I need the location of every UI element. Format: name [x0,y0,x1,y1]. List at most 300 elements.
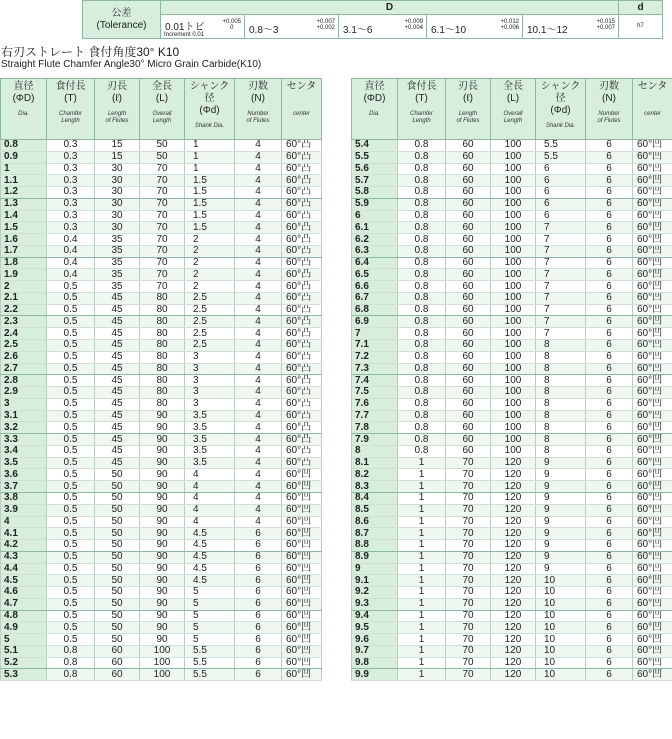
table-cell: 80 [140,363,185,375]
column-header-jp: シャンク径 (Φd) [189,81,230,116]
table-cell: 6 [536,163,586,175]
table-row [1,422,322,434]
diameter-cell: 3.4 [1,445,47,457]
table-cell: 0.8 [398,210,446,222]
table-cell: 90 [140,587,185,599]
table-cell: 50 [95,598,140,610]
diameter-cell: 1 [1,163,47,175]
table-cell: 60 [446,375,491,387]
column-header-en: Dia. [18,111,29,117]
table-cell: 60 [95,657,140,669]
table-cell: 5.5 [536,140,586,152]
table-row [352,457,672,469]
table-cell: 60°凹 [633,363,672,375]
table-cell: 60°凹 [282,645,322,657]
table-cell: 70 [446,469,491,481]
table-row [352,328,672,340]
table-cell: 8 [536,398,586,410]
diameter-cell: 2.3 [1,316,47,328]
column-header-en: Length of Flutes [456,111,480,124]
d-header: D [161,1,619,15]
column-header [185,79,235,140]
table-cell: 0.4 [47,234,95,246]
column-header-jp: 刃数 (N) [248,81,268,104]
table-cell: 7 [536,222,586,234]
table-row [1,481,322,493]
table-cell: 60°凹 [633,645,672,657]
table-cell: 1 [398,645,446,657]
diameter-cell: 9.9 [352,669,398,681]
table-cell: 1 [398,528,446,540]
table-cell: 60 [95,669,140,681]
table-cell: 4 [235,492,282,504]
table-cell: 60°凸 [282,210,322,222]
table-cell: 60°凹 [633,328,672,340]
table-cell: 50 [95,516,140,528]
table-cell: 80 [140,316,185,328]
table-cell: 60°凹 [633,340,672,352]
table-cell: 4 [235,257,282,269]
table-row [352,151,672,163]
table-cell: 60 [446,410,491,422]
table-row [1,575,322,587]
diameter-cell: 9.4 [352,610,398,622]
table-cell: 6 [235,575,282,587]
diameter-cell: 2.8 [1,375,47,387]
table-cell: 10 [536,669,586,681]
diameter-cell: 7.6 [352,398,398,410]
diameter-cell: 5.2 [1,657,47,669]
table-cell: 0.5 [47,398,95,410]
table-cell: 60°凹 [633,492,672,504]
table-cell: 60°凹 [282,528,322,540]
diameter-cell: 5.7 [352,175,398,187]
table-cell: 0.5 [47,610,95,622]
diameter-cell: 4 [1,516,47,528]
table-cell: 1 [398,551,446,563]
diameter-cell: 8.7 [352,528,398,540]
table-cell: 70 [140,234,185,246]
table-cell: 70 [140,198,185,210]
table-cell: 100 [491,281,536,293]
table-cell: 100 [491,375,536,387]
tol-range: 3.1～6 [343,25,373,36]
table-cell: 60 [446,387,491,399]
diameter-cell: 7.3 [352,363,398,375]
table-cell: 1 [398,575,446,587]
table-cell: 0.3 [47,210,95,222]
table-cell: 50 [95,481,140,493]
column-header [140,79,185,140]
table-cell: 60 [446,351,491,363]
table-cell: 0.3 [47,222,95,234]
table-cell: 8 [536,445,586,457]
h7-cell: h7 [619,15,663,39]
table-cell: 6 [586,598,633,610]
table-cell: 0.8 [398,187,446,199]
table-cell: 45 [95,340,140,352]
table-cell: 60°凹 [633,398,672,410]
table-cell: 6 [586,575,633,587]
table-cell: 35 [95,234,140,246]
table-cell: 70 [446,563,491,575]
table-cell: 6 [586,410,633,422]
diameter-cell: 6.7 [352,292,398,304]
table-cell: 8 [536,434,586,446]
table-cell: 6 [586,304,633,316]
table-row [352,492,672,504]
diameter-cell: 4.1 [1,528,47,540]
table-cell: 0.5 [47,445,95,457]
diameter-cell: 2.4 [1,328,47,340]
table-row [352,575,672,587]
table-cell: 5 [185,622,235,634]
table-cell: 4 [185,516,235,528]
diameter-cell: 3.9 [1,504,47,516]
table-cell: 120 [491,492,536,504]
table-cell: 0.5 [47,469,95,481]
column-header [633,79,672,140]
table-cell: 60°凹 [633,140,672,152]
diameter-cell: 7.7 [352,410,398,422]
table-cell: 6 [586,657,633,669]
table-cell: 100 [491,269,536,281]
table-row [1,492,322,504]
table-cell: 50 [95,575,140,587]
table-row [1,281,322,293]
table-cell: 60°凸 [282,351,322,363]
table-cell: 120 [491,469,536,481]
table-row [1,151,322,163]
table-cell: 70 [140,175,185,187]
table-row [352,292,672,304]
table-cell: 0.5 [47,481,95,493]
table-cell: 9 [536,457,586,469]
column-header [446,79,491,140]
tol-range: 0.8～3 [249,25,279,36]
diameter-cell: 4.8 [1,610,47,622]
table-cell: 0.5 [47,304,95,316]
table-cell: 60°凹 [633,622,672,634]
table-cell: 9 [536,469,586,481]
diameter-cell: 6 [352,210,398,222]
table-cell: 60°凹 [282,575,322,587]
table-cell: 60 [446,234,491,246]
table-cell: 120 [491,598,536,610]
table-cell: 6 [586,245,633,257]
table-row [1,634,322,646]
table-cell: 60 [446,222,491,234]
table-cell: 9 [536,516,586,528]
table-cell: 1.5 [185,210,235,222]
table-cell: 0.5 [47,457,95,469]
table-cell: 120 [491,504,536,516]
table-cell: 45 [95,410,140,422]
table-cell: 1 [398,598,446,610]
table-cell: 0.8 [398,151,446,163]
table-cell: 30 [95,187,140,199]
table-row [352,351,672,363]
diameter-cell: 9.6 [352,634,398,646]
table-cell: 50 [95,551,140,563]
diameter-cell: 7.4 [352,375,398,387]
table-cell: 4 [235,469,282,481]
table-cell: 90 [140,551,185,563]
table-cell: 0.5 [47,422,95,434]
table-cell: 1 [398,516,446,528]
diameter-cell: 6.1 [352,222,398,234]
table-cell: 0.8 [398,257,446,269]
table-cell: 3.5 [185,445,235,457]
table-cell: 4 [235,328,282,340]
diameter-cell: 6.2 [352,234,398,246]
table-cell: 0.8 [398,398,446,410]
table-cell: 0.5 [47,434,95,446]
table-cell: 60°凹 [282,469,322,481]
table-cell: 30 [95,175,140,187]
diameter-cell: 2.9 [1,387,47,399]
column-header [352,79,398,140]
table-cell: 6 [235,551,282,563]
table-cell: 8 [536,340,586,352]
table-cell: 60°凹 [282,598,322,610]
table-cell: 6 [586,610,633,622]
table-cell: 100 [491,398,536,410]
table-cell: 0.5 [47,351,95,363]
table-cell: 60°凹 [633,445,672,457]
table-row [1,528,322,540]
table-row [352,645,672,657]
table-row [352,304,672,316]
table-cell: 5 [185,598,235,610]
table-cell: 0.8 [47,657,95,669]
table-cell: 6 [235,610,282,622]
table-cell: 4 [185,469,235,481]
table-row [1,610,322,622]
table-cell: 10 [536,587,586,599]
table-cell: 70 [140,245,185,257]
table-cell: 90 [140,410,185,422]
table-row [1,163,322,175]
diameter-cell: 4.4 [1,563,47,575]
table-cell: 80 [140,328,185,340]
table-row [352,634,672,646]
table-cell: 90 [140,469,185,481]
table-cell: 7 [536,304,586,316]
diameter-cell: 1.6 [1,234,47,246]
table-cell: 45 [95,457,140,469]
table-cell: 1 [398,492,446,504]
table-cell: 100 [491,222,536,234]
table-row [1,645,322,657]
diameter-cell: 1.2 [1,187,47,199]
table-cell: 60°凹 [633,175,672,187]
table-row [352,563,672,575]
table-row [352,187,672,199]
table-cell: 6 [586,645,633,657]
column-header [491,79,536,140]
table-cell: 4 [235,234,282,246]
table-cell: 60°凸 [282,410,322,422]
table-cell: 1 [398,504,446,516]
table-cell: 60°凹 [633,540,672,552]
table-cell: 1 [398,587,446,599]
table-cell: 60°凹 [633,163,672,175]
table-cell: 4 [235,175,282,187]
table-cell: 60°凹 [282,516,322,528]
table-cell: 0.8 [398,410,446,422]
table-cell: 35 [95,281,140,293]
table-cell: 60°凹 [633,657,672,669]
table-cell: 80 [140,340,185,352]
table-cell: 2 [185,245,235,257]
table-cell: 90 [140,610,185,622]
table-cell: 60°凹 [633,151,672,163]
table-cell: 60 [446,434,491,446]
table-cell: 100 [491,140,536,152]
table-cell: 1 [398,563,446,575]
table-cell: 0.8 [398,198,446,210]
table-row [1,316,322,328]
table-row [1,198,322,210]
table-cell: 6 [586,151,633,163]
tolerance-label [83,1,161,39]
table-cell: 30 [95,222,140,234]
diameter-cell: 8.6 [352,516,398,528]
table-cell: 50 [95,563,140,575]
table-cell: 7 [536,328,586,340]
table-cell: 0.5 [47,598,95,610]
table-cell: 60 [446,398,491,410]
table-cell: 60°凸 [282,422,322,434]
column-header [586,79,633,140]
diameter-cell: 7 [352,328,398,340]
table-cell: 70 [140,163,185,175]
table-row [1,410,322,422]
table-cell: 4 [235,187,282,199]
table-cell: 6 [586,163,633,175]
table-cell: 100 [491,351,536,363]
table-cell: 60°凹 [633,422,672,434]
table-cell: 0.5 [47,363,95,375]
tol-values: +0.015 +0.007 [596,19,615,31]
table-cell: 60°凹 [282,492,322,504]
column-header-en: center [293,111,310,117]
table-row [1,340,322,352]
table-cell: 35 [95,269,140,281]
table-cell: 100 [491,316,536,328]
table-cell: 0.3 [47,198,95,210]
table-cell: 4 [185,492,235,504]
table-cell: 6 [586,316,633,328]
table-cell: 10 [536,575,586,587]
table-cell: 0.5 [47,622,95,634]
table-row [352,163,672,175]
table-cell: 0.3 [47,175,95,187]
diameter-cell: 9.7 [352,645,398,657]
diameter-cell: 2 [1,281,47,293]
column-header [235,79,282,140]
table-cell: 0.4 [47,257,95,269]
tol-range-cell [245,15,339,39]
table-cell: 60°凹 [633,304,672,316]
table-cell: 10 [536,610,586,622]
table-cell: 120 [491,587,536,599]
table-cell: 6 [586,434,633,446]
table-cell: 60°凸 [282,222,322,234]
table-cell: 100 [140,657,185,669]
table-cell: 7 [536,316,586,328]
table-cell: 120 [491,645,536,657]
tol-range-cell [427,15,523,39]
tolerance-label-jp: 公差 [111,7,132,19]
table-cell: 5.5 [536,151,586,163]
table-cell: 3.5 [185,434,235,446]
table-cell: 60°凹 [633,222,672,234]
diameter-cell: 5 [1,634,47,646]
diameter-cell: 5.3 [1,669,47,681]
table-cell: 1 [398,634,446,646]
table-row [1,669,322,681]
table-row [352,598,672,610]
table-row [1,175,322,187]
table-row [352,410,672,422]
column-header-en: Number of Flutes [597,111,621,124]
table-cell: 60°凸 [282,457,322,469]
table-cell: 0.5 [47,575,95,587]
table-row [352,516,672,528]
table-cell: 60°凸 [282,175,322,187]
table-cell: 0.5 [47,375,95,387]
diameter-cell: 6.9 [352,316,398,328]
table-cell: 90 [140,634,185,646]
table-cell: 5 [185,634,235,646]
table-cell: 70 [446,551,491,563]
table-cell: 60°凹 [282,563,322,575]
table-cell: 1 [398,540,446,552]
diameter-cell: 1.3 [1,198,47,210]
table-cell: 100 [491,340,536,352]
table-cell: 70 [446,481,491,493]
table-cell: 90 [140,598,185,610]
table-row [1,445,322,457]
table-cell: 100 [491,422,536,434]
column-header-en: Number of Flutes [246,111,270,124]
table-cell: 6 [235,657,282,669]
diameter-cell: 8.9 [352,551,398,563]
table-cell: 1.5 [185,198,235,210]
table-row [352,387,672,399]
diameter-cell: 1.5 [1,222,47,234]
table-cell: 60°凸 [282,375,322,387]
increment-sub: Increment 0.01 [164,32,205,38]
increment-tol: +0.005 0 [222,19,241,31]
table-cell: 2.5 [185,316,235,328]
tolerance-table [82,0,663,39]
table-cell: 1 [185,151,235,163]
table-cell: 80 [140,351,185,363]
table-cell: 0.5 [47,492,95,504]
tol-range: 10.1～12 [527,25,568,36]
table-cell: 60 [446,340,491,352]
diameter-cell: 7.2 [352,351,398,363]
table-cell: 70 [446,587,491,599]
table-cell: 1 [185,140,235,152]
table-cell: 100 [140,645,185,657]
table-cell: 4 [235,422,282,434]
diameter-cell: 7.9 [352,434,398,446]
table-cell: 60°凹 [282,657,322,669]
